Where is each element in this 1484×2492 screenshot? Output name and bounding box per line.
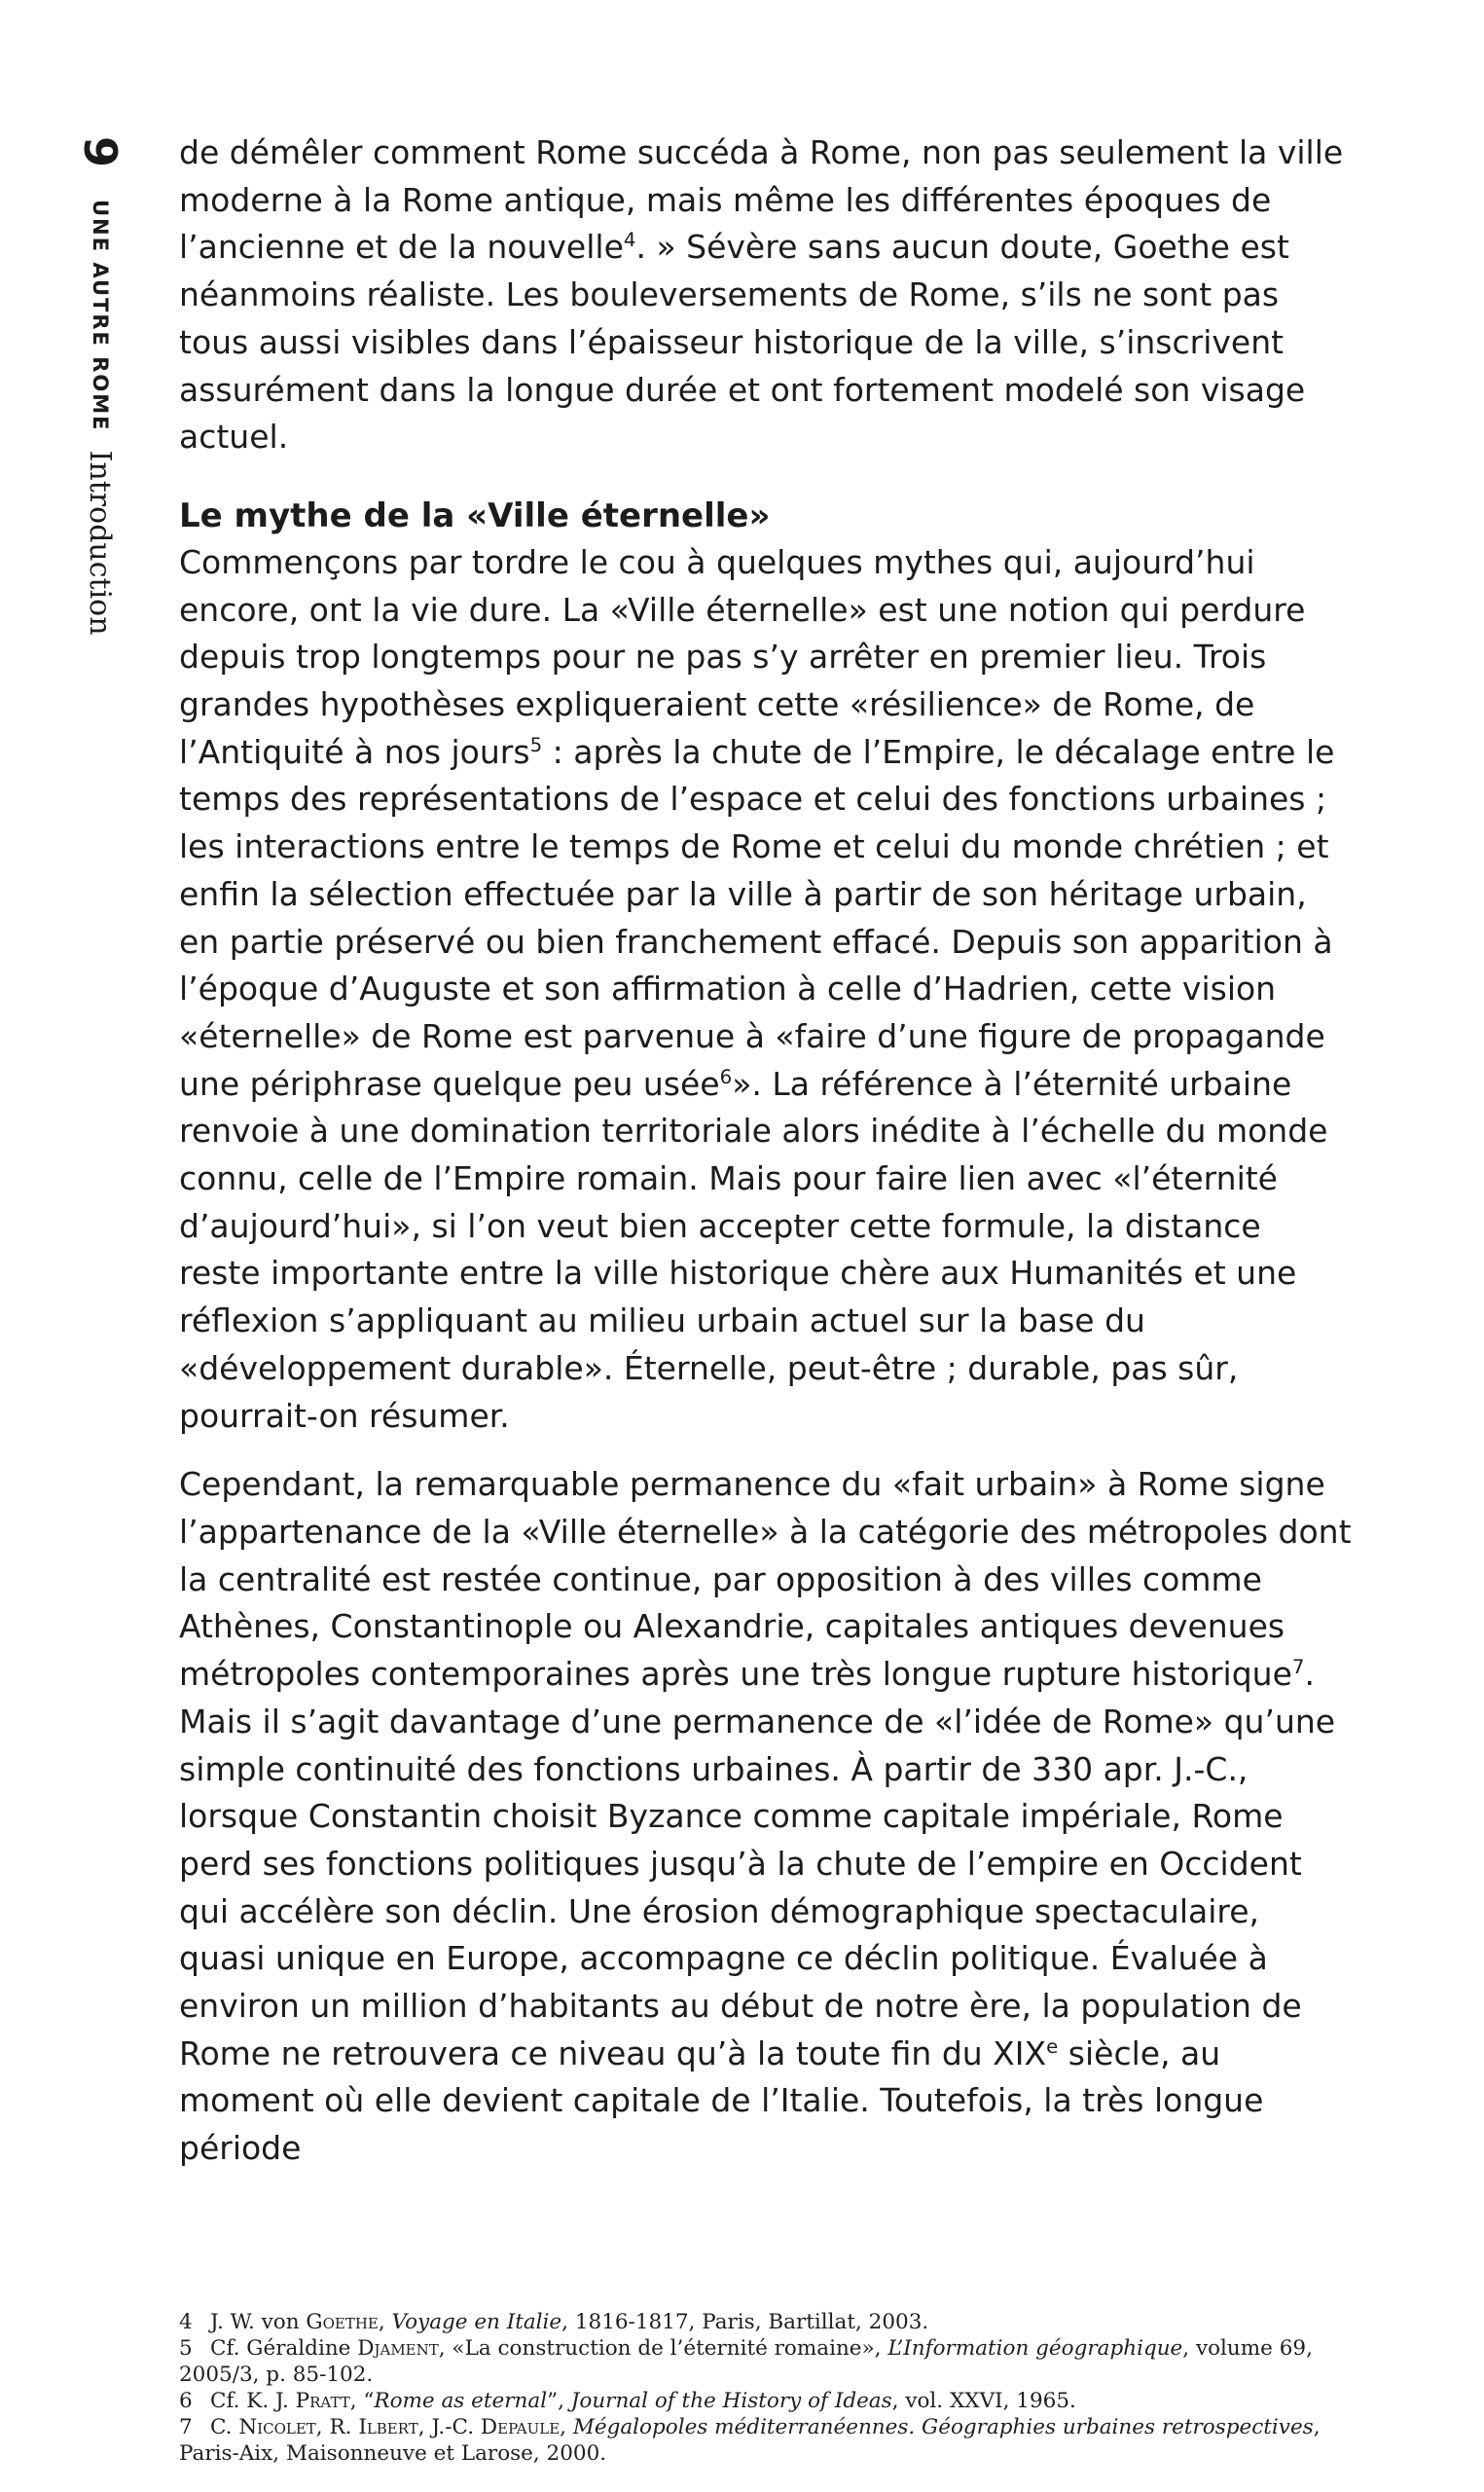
author-name: Nicolet [238, 2415, 316, 2439]
author-name: Ilbert [358, 2415, 418, 2439]
running-title: UNE AUTRE ROME [89, 200, 112, 432]
author-name: Depaule [480, 2415, 561, 2439]
text-run: , “ [349, 2389, 375, 2413]
main-text [179, 129, 1352, 2173]
text-run: , vol. XXVI, 1965. [891, 2389, 1076, 2413]
footnote-text [179, 2415, 1321, 2466]
italic-text: Journal of the History of Ideas [570, 2389, 892, 2413]
text-run: de démêler comment Rome succéda à Rome, non pas seulement la ville moderne à la Rome antique, mais même les différentes époques de l’ancienne et de la nouvelle [179, 133, 1344, 267]
footnote [179, 2388, 1352, 2414]
text-run: Commençons par tordre le cou à quelques mythes qui, aujourd’hui encore, ont la vie dure. La «Ville éternelle» est une notion qui perdure depuis trop longtemps pour ne pas s’y arrêter en premier lieu. Trois grandes hypothèses expliqueraient cette «résilience» de Rome, de l’Antiquité à nos jours [179, 542, 1306, 771]
text-run: , «La construction de l’éternité romaine», [438, 2336, 888, 2361]
note-reference: 6 [719, 1065, 733, 1088]
text-run: , [560, 2415, 573, 2439]
footnote-number: 5 [179, 2336, 193, 2361]
footnote [179, 2414, 1352, 2467]
note-reference: 4 [623, 229, 636, 252]
note-reference: 5 [529, 733, 543, 756]
text-run: , volume 69, 2005/3, p. 85-102. [179, 2336, 1313, 2387]
paragraph-2 [179, 539, 1352, 1440]
footnote-number: 4 [179, 2310, 193, 2334]
text-run: , [378, 2310, 392, 2334]
text-run: ”, [547, 2389, 571, 2413]
footnote-number: 7 [179, 2415, 193, 2439]
text-run: Cf. K. J. [210, 2389, 296, 2413]
footnotes [179, 2309, 1352, 2467]
note-reference: e [1046, 2034, 1059, 2058]
text-run: : après la chute de l’Empire, le décalage entre le temps des représentations de l’espace et celui des fonctions urbaines ; les interactions entre le temps de Rome et celui du monde chrétien ; et enfin la sélection effectuée par la ville à partir de son héritage urbain, en partie préservé ou bien franchement effacé. Depuis son apparition à l’époque d’Auguste et son affirmation à celle d’Hadrien, cette vision «éternelle» de Rome est parvenue à «faire d’une figure de propagande une périphrase quelque peu usée [179, 732, 1335, 1103]
text-run: Cependant, la remarquable permanence du «fait urbain» à Rome signe l’appartenance de la «Ville éternelle» à la catégorie des métropoles dont la centralité est restée continue, par opposition à des villes comme Athènes, Constantinople ou Alexandrie, capitales antiques devenues métropoles contemporaines après une très longue rupture historique [179, 1465, 1352, 1694]
italic-text: Rome as eternal [374, 2389, 548, 2413]
section-heading: Le mythe de la «Ville éternelle» [179, 495, 771, 535]
footnote-text [179, 2336, 1313, 2387]
section-title: Introduction [83, 450, 118, 636]
page-number: 9 [74, 136, 127, 168]
text-run: J. W. von [210, 2310, 307, 2334]
author-name: Djament [357, 2336, 439, 2361]
text-run: , Paris-Aix, Maisonneuve et Larose, 2000. [179, 2415, 1321, 2466]
paragraph-1 [179, 129, 1352, 461]
text-run: , J.-C. [417, 2415, 481, 2439]
text-run: . » Sévère sans aucun doute, Goethe est néanmoins réaliste. Les bouleversements de Rome, s’ils ne sont pas tous aussi visibles dans l’épaisseur historique de la ville, s’inscrivent assurément dans la longue durée et ont fortement modelé son visage actuel. [179, 228, 1306, 457]
running-header [74, 136, 127, 636]
text-run: . Mais il s’agit davantage d’une permanence de «l’idée de Rome» qu’une simple continuité des fonctions urbaines. À partir de 330 apr. J.-C., lorsque Constantin choisit Byzance comme capitale impériale, Rome perd ses fonctions politiques jusqu’à la chute de l’empire en Occident qui accélère son déclin. Une érosion démographique spectaculaire, quasi unique en Europe, accompagne ce déclin politique. Évaluée à environ un million d’habitants au début de notre ère, la population de Rome ne retrouvera ce niveau qu’à la toute fin du XIX [179, 1655, 1336, 2072]
paragraph-3 [179, 1461, 1352, 2173]
footnote [179, 2309, 1352, 2335]
text-run: ». La référence à l’éternité urbaine renvoie à une domination territoriale alors inédite à l’échelle du monde connu, celle de l’Empire romain. Mais pour faire lien avec «l’éternité d’aujourd’hui», si l’on veut bien accepter cette formule, la distance reste importante entre la ville historique chère aux Humanités et une réflexion s’appliquant au milieu urbain actuel sur la base du «développement durable». Éternelle, peut-être ; durable, pas sûr, pourrait-on résumer. [179, 1064, 1328, 1435]
text-run: , 1816-1817, Paris, Bartillat, 2003. [561, 2310, 929, 2334]
footnote-number: 6 [179, 2389, 193, 2413]
footnote-text [210, 2389, 1076, 2413]
text-run: siècle, au moment où elle devient capitale de l’Italie. Toutefois, la très longue période [179, 2034, 1264, 2168]
italic-text: Mégalopoles méditerranéennes. Géographies urbaines retrospectives [572, 2415, 1314, 2439]
author-name: Pratt [295, 2389, 350, 2413]
text-run: Cf. Géraldine [210, 2336, 358, 2361]
note-reference: 7 [1291, 1656, 1305, 1679]
author-name: Goethe [306, 2310, 379, 2334]
italic-text: Voyage en Italie [391, 2310, 562, 2334]
italic-text: L’Information géographique [887, 2336, 1183, 2361]
footnote [179, 2335, 1352, 2388]
text-run: , R. [315, 2415, 359, 2439]
text-run: C. [210, 2415, 239, 2439]
footnote-text [210, 2310, 928, 2334]
